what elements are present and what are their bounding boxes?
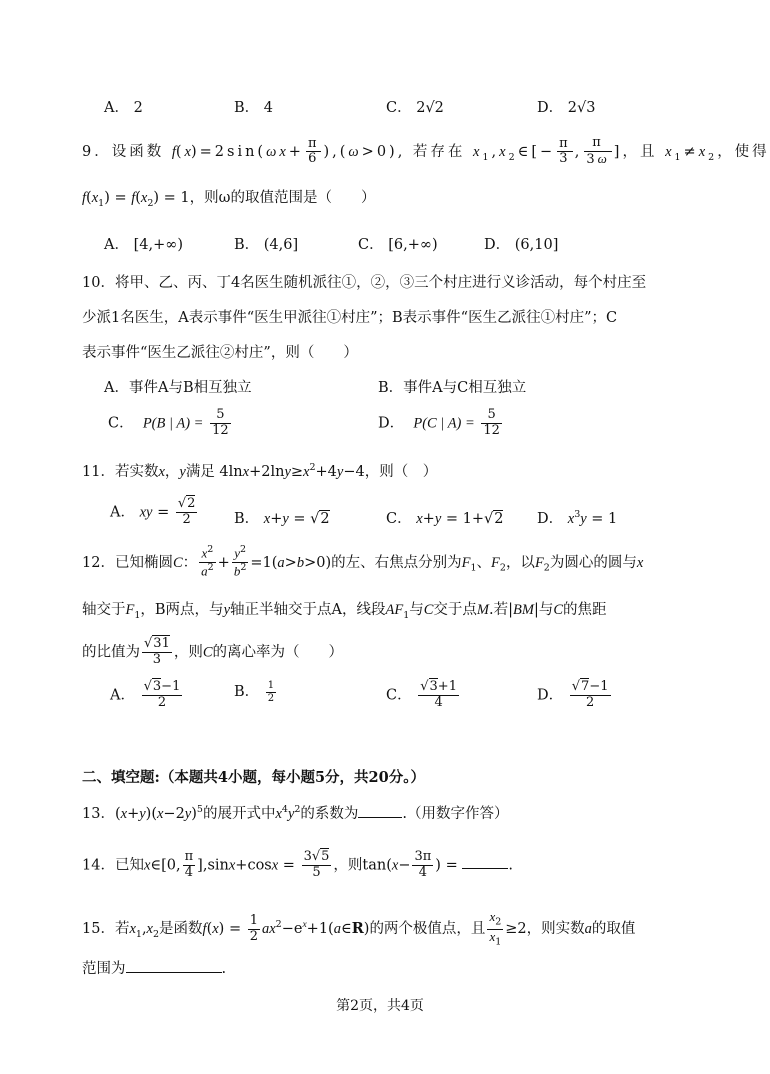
q9-option-b: B． (4,6]	[234, 237, 299, 253]
q12-stem-line2: 轴交于$F_1$，B两点，与y轴正半轴交于点A，线段$AF_1$与C交于点M.若|BM|与C的焦距	[82, 602, 607, 621]
q10-option-b: B．事件A与C相互独立	[378, 380, 527, 396]
q11-option-d: D． $x^3y = 1$	[537, 509, 618, 527]
q12-stem: 12．已知椭圆C： $\frac{x^2}{a^2}$ + $\frac{y^2}{b^2}$ =1(a>b>0)的左、右焦点分别为$F_1$、$F_2$，以$F_2$为圆心的圆与x	[82, 544, 644, 579]
q15-stem: 15．若$x_1,x_2$是函数f(x) = $\frac{1}{2}$ $ax^2-e^x+1(a\in R)$的两个极值点，且 $\frac{x_2}{x_1}$ ≥2，则实数a的取值	[82, 909, 636, 948]
q10-option-d: D． P(C | A) = $\frac{5}{12}$	[378, 407, 500, 438]
q8-c-value: 2√2	[416, 100, 444, 116]
q8-option-a: A． 2	[104, 100, 143, 116]
q8-d-value: 2√3	[567, 100, 596, 116]
section2-heading: 二、填空题:（本题共4小题，每小题5分，共20分。）	[82, 769, 425, 786]
q11-stem: 11．若实数x，y满足 $4\ln x+2\ln y\ge x^2+4y-4$，则（ ）	[82, 462, 438, 480]
q9-stem-line2: $f(x_1) = f(x_2) = 1$，则ω的取值范围是（ ）	[82, 190, 376, 209]
q12-option-c: C． $\frac{√3+1}{4}$	[386, 679, 457, 710]
q8-option-c: C． 2√2	[386, 100, 444, 116]
q11-option-a: A． xy = $\frac{√2}{2}$	[110, 496, 196, 527]
q10-option-a: A．事件A与B相互独立	[104, 380, 252, 396]
q8-option-b: B． 4	[234, 100, 273, 116]
q10-line-2: 少派1名医生，A表示事件“医生甲派往①村庄”；B表示事件“医生乙派往①村庄”；C	[82, 310, 618, 326]
q11-option-c: C． x+y = 1+√2	[386, 511, 504, 527]
q11-option-b: B． x+y = √2	[234, 511, 330, 527]
q12-option-d: D． $\frac{√7-1}{2}$	[537, 679, 609, 710]
q9-option-d: D． (6,10]	[484, 237, 559, 253]
q12-stem-line3: 的比值为 $\frac{√31}{3}$ ，则C的离心率为（ ）	[82, 636, 344, 667]
q14-stem: 14．已知x∈[0, $\frac{\pi}{4}$ ],sinx+cosx = $\frac{3√5}{5}$ ，则tan(x− $\frac{3\pi}{4}$ ) = .	[82, 849, 513, 880]
q13-stem: 13．$(x+y)(x-2y)^5$的展开式中$x^4y^2$的系数为 .（用数字作答）	[82, 804, 509, 822]
q8-option-d: D． 2√3	[537, 100, 596, 116]
page-footer: 第2页，共4页	[336, 998, 424, 1014]
q10-option-c: C． P(B | A) = $\frac{5}{12}$	[108, 407, 229, 438]
q9-option-a: A． [4,+∞)	[104, 237, 183, 253]
q10-line-1: 10．将甲、乙、丙、丁4名医生随机派往①，②，③三个村庄进行义诊活动，每个村庄至	[82, 275, 647, 291]
q15-stem-line2: 范围为 .	[82, 961, 227, 977]
q10-line-3: 表示事件“医生乙派往②村庄”，则（ ）	[82, 345, 358, 361]
q12-option-b: B． $\frac{1}{2}$	[234, 680, 275, 704]
q9-option-c: C． [6,+∞)	[358, 237, 438, 253]
q9-stem: 9．设函数 f(x)=2sin(ωx+ $\frac{\pi}{6}$ ),(ω>0), 若存在 $x_1,x_2\in[-$ $\frac{\pi}{3}$ , $\frac{\pi}{3\omega}$ ]，且 $x_1\ne x_2$，使得	[82, 135, 770, 167]
q12-option-a: A． $\frac{√3-1}{2}$	[110, 679, 181, 710]
